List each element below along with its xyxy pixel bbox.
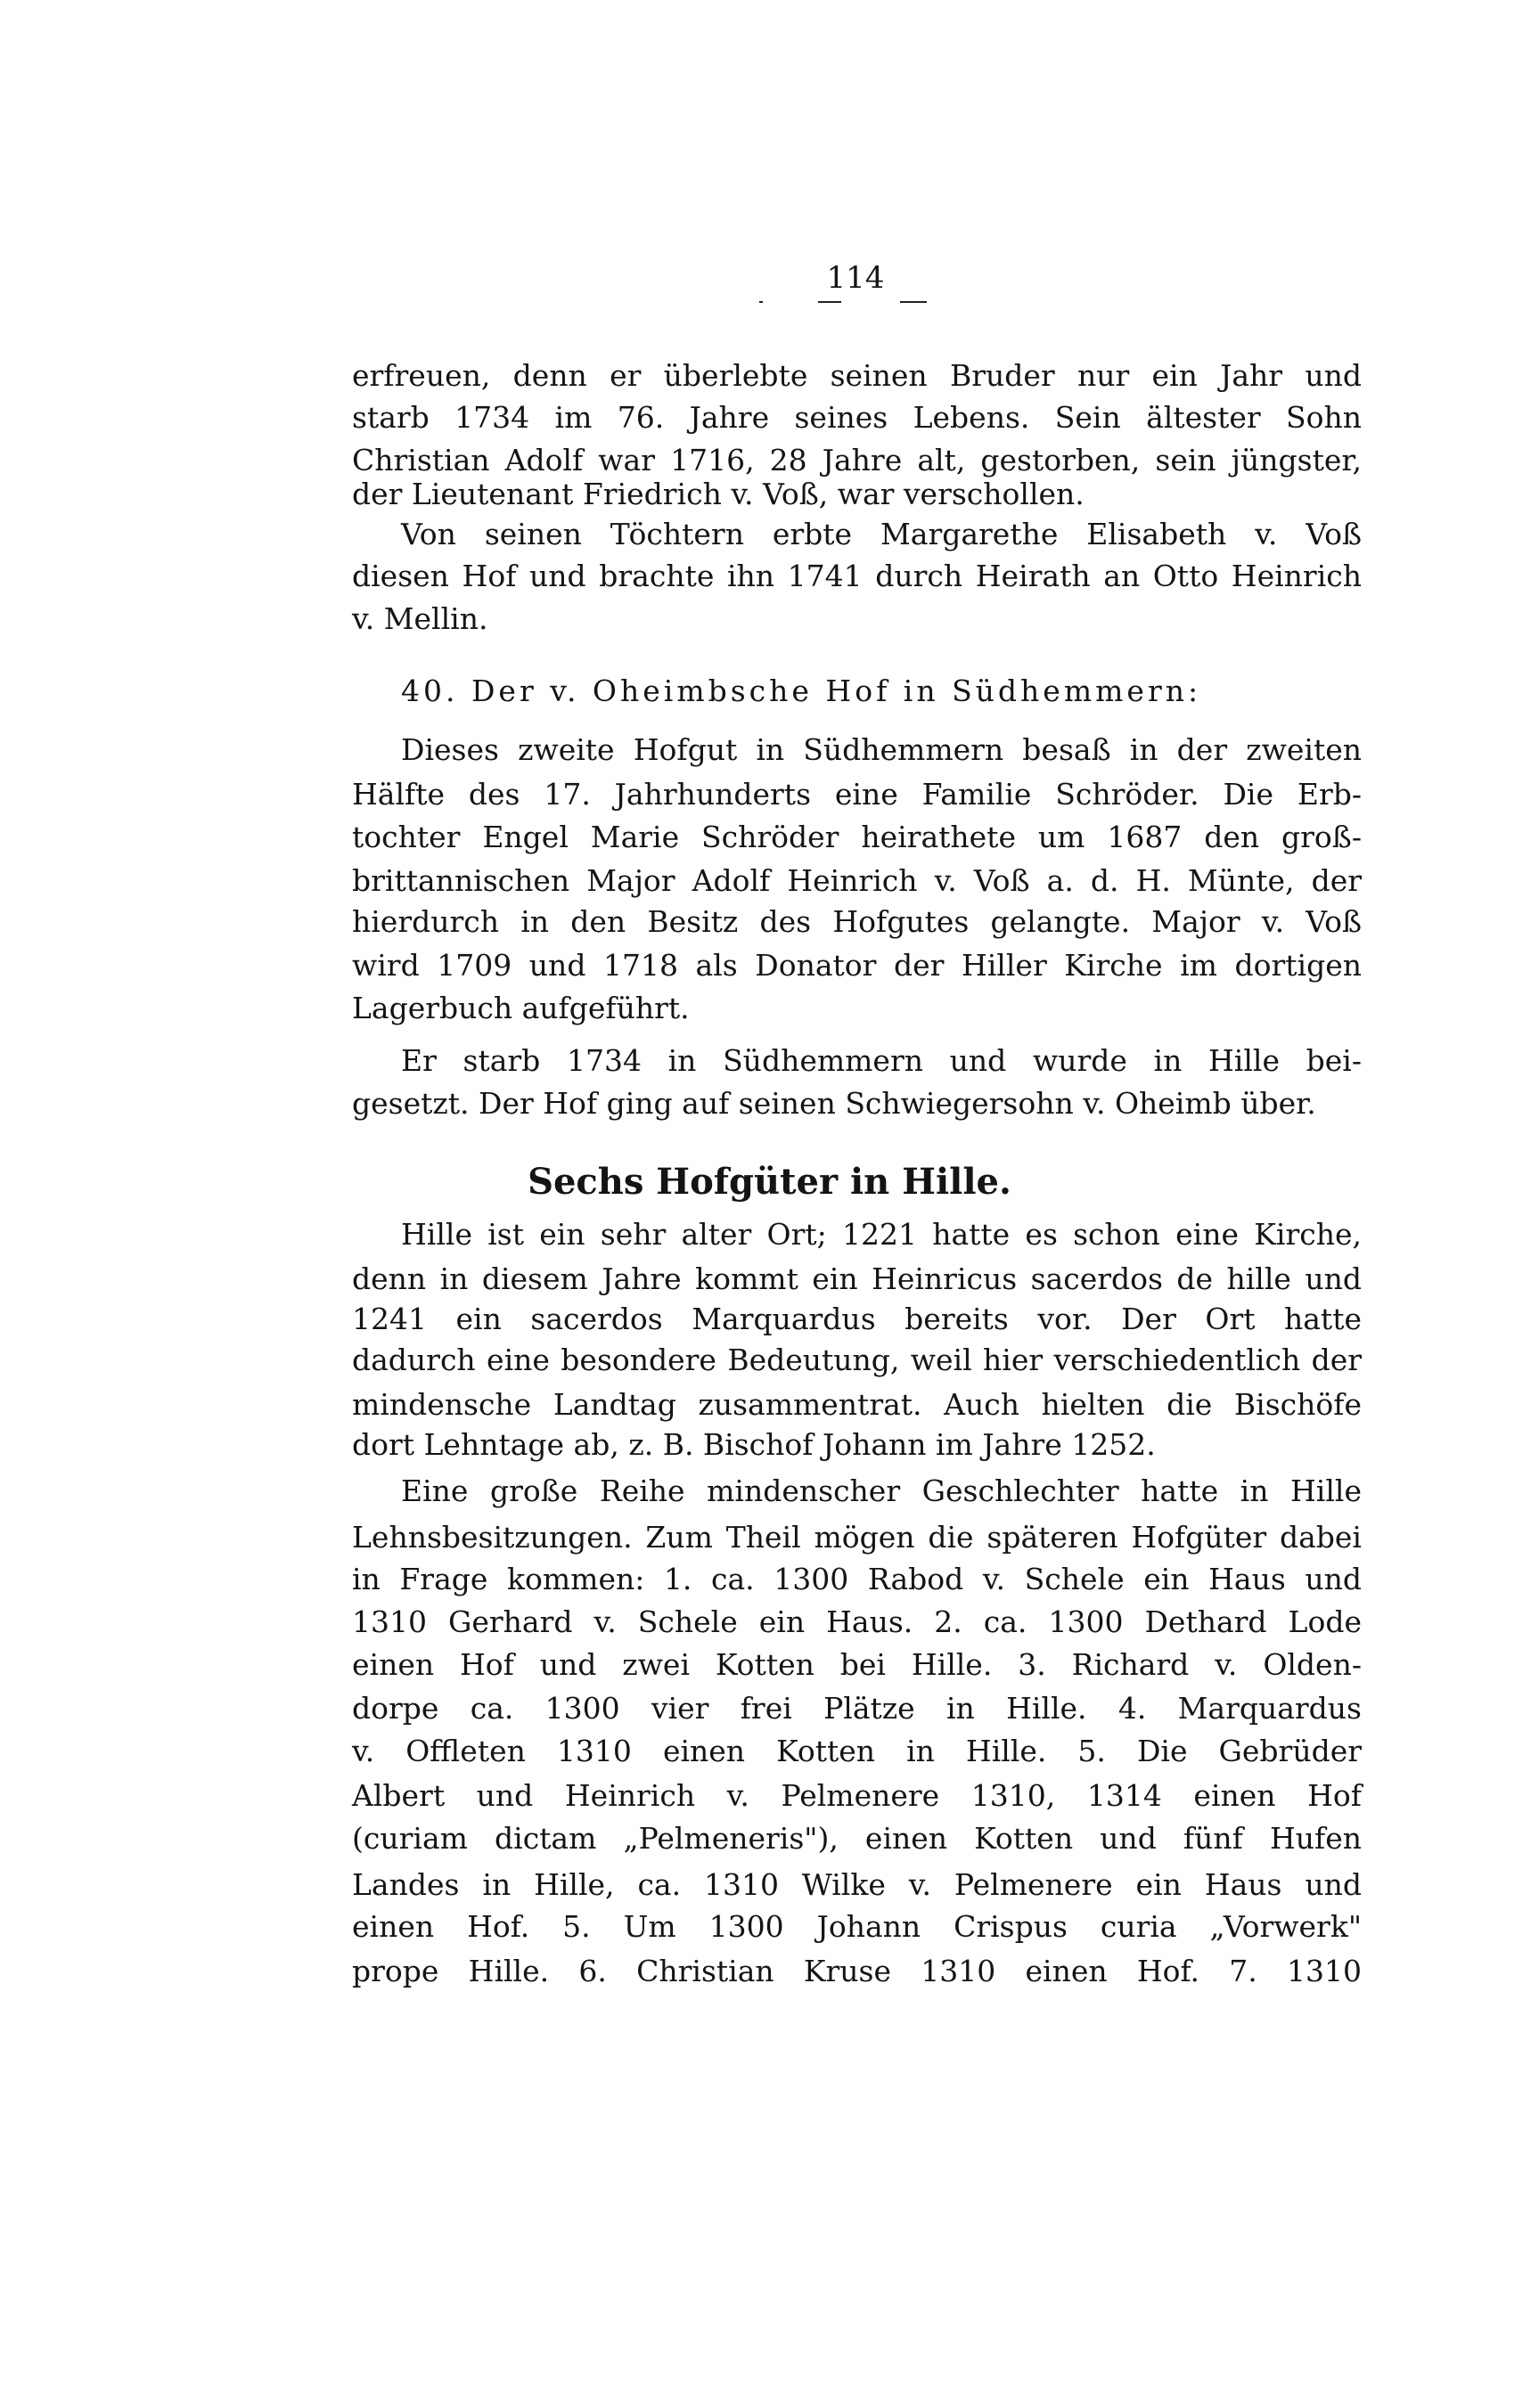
text-line: Albert und Heinrich v. Pelmenere 1310, 1314 einen Hof [352, 1778, 1362, 1813]
text-line: Hälfte des 17. Jahrhunderts eine Familie Schröder. Die Erb- [352, 777, 1362, 812]
text-line: mindensche Landtag zusammentrat. Auch hielten die Bischöfe [352, 1387, 1362, 1422]
text-line: 1241 ein sacerdos Marquardus bereits vor. Der Ort hatte [352, 1302, 1362, 1336]
text-line: brittannischen Major Adolf Heinrich v. Voß a. d. H. Münte, der [352, 863, 1362, 898]
text-line: Von seinen Töchtern erbte Margarethe Elisabeth v. Voß [401, 517, 1362, 551]
text-line: dorpe ca. 1300 vier frei Plätze in Hille. 4. Marquardus [352, 1691, 1362, 1726]
text-line: Lehnsbesitzungen. Zum Theil mögen die späteren Hofgüter dabei [352, 1520, 1362, 1555]
text-line: Er starb 1734 in Südhemmern und wurde in Hille bei- [401, 1043, 1362, 1078]
text-line: einen Hof. 5. Um 1300 Johann Crispus curia „Vorwerk" [352, 1909, 1362, 1944]
text-line: Lagerbuch aufgeführt. [352, 991, 690, 1025]
text-line: Hille ist ein sehr alter Ort; 1221 hatte es schon eine Kirche, [401, 1217, 1362, 1252]
text-line: prope Hille. 6. Christian Kruse 1310 einen Hof. 7. 1310 [352, 1954, 1362, 1988]
divider [759, 301, 763, 303]
text-line: dadurch eine besondere Bedeutung, weil hier verschiedentlich der [352, 1343, 1362, 1377]
divider [900, 301, 927, 303]
text-line: in Frage kommen: 1. ca. 1300 Rabod v. Schele ein Haus und [352, 1562, 1362, 1596]
text-line: Christian Adolf war 1716, 28 Jahre alt, gestorben, sein jüngster, [352, 443, 1362, 478]
text-line: wird 1709 und 1718 als Donator der Hiller Kirche im dortigen [352, 948, 1362, 983]
section-title: Sechs Hofgüter in Hille. [528, 1161, 1011, 1203]
text-line: tochter Engel Marie Schröder heirathete um 1687 den groß- [352, 820, 1362, 854]
text-line: starb 1734 im 76. Jahre seines Lebens. Sein ältester Sohn [352, 400, 1362, 435]
text-line: Dieses zweite Hofgut in Südhemmern besaß in der zweiten [401, 732, 1362, 767]
text-line: dort Lehntage ab, z. B. Bischof Johann im Jahre 1252. [352, 1427, 1156, 1462]
text-line: diesen Hof und brachte ihn 1741 durch Heirath an Otto Heinrich [352, 559, 1362, 593]
divider [818, 301, 841, 303]
text-line: erfreuen, denn er überlebte seinen Bruder nur ein Jahr und [352, 358, 1362, 393]
text-line: der Lieutenant Friedrich v. Voß, war verschollen. [352, 477, 1085, 511]
text-line: 1310 Gerhard v. Schele ein Haus. 2. ca. 1300 Dethard Lode [352, 1604, 1362, 1639]
text-line: Landes in Hille, ca. 1310 Wilke v. Pelmenere ein Haus und [352, 1867, 1362, 1902]
subheading: 40. Der v. Oheimbsche Hof in Südhemmern: [401, 673, 1202, 708]
text-line: denn in diesem Jahre kommt ein Heinricus sacerdos de hille und [352, 1261, 1362, 1296]
text-line: einen Hof und zwei Kotten bei Hille. 3. Richard v. Olden- [352, 1647, 1362, 1682]
text-line: gesetzt. Der Hof ging auf seinen Schwiegersohn v. Oheimb über. [352, 1086, 1316, 1121]
text-line: Eine große Reihe mindenscher Geschlechter hatte in Hille [401, 1473, 1362, 1508]
text-line: v. Offleten 1310 einen Kotten in Hille. 5. Die Gebrüder [352, 1734, 1362, 1768]
text-line: (curiam dictam „Pelmeneris"), einen Kotten und fünf Hufen [352, 1821, 1362, 1856]
text-line: v. Mellin. [352, 601, 488, 636]
text-line: hierdurch in den Besitz des Hofgutes gelangte. Major v. Voß [352, 904, 1362, 939]
page-number: 114 [826, 260, 885, 296]
